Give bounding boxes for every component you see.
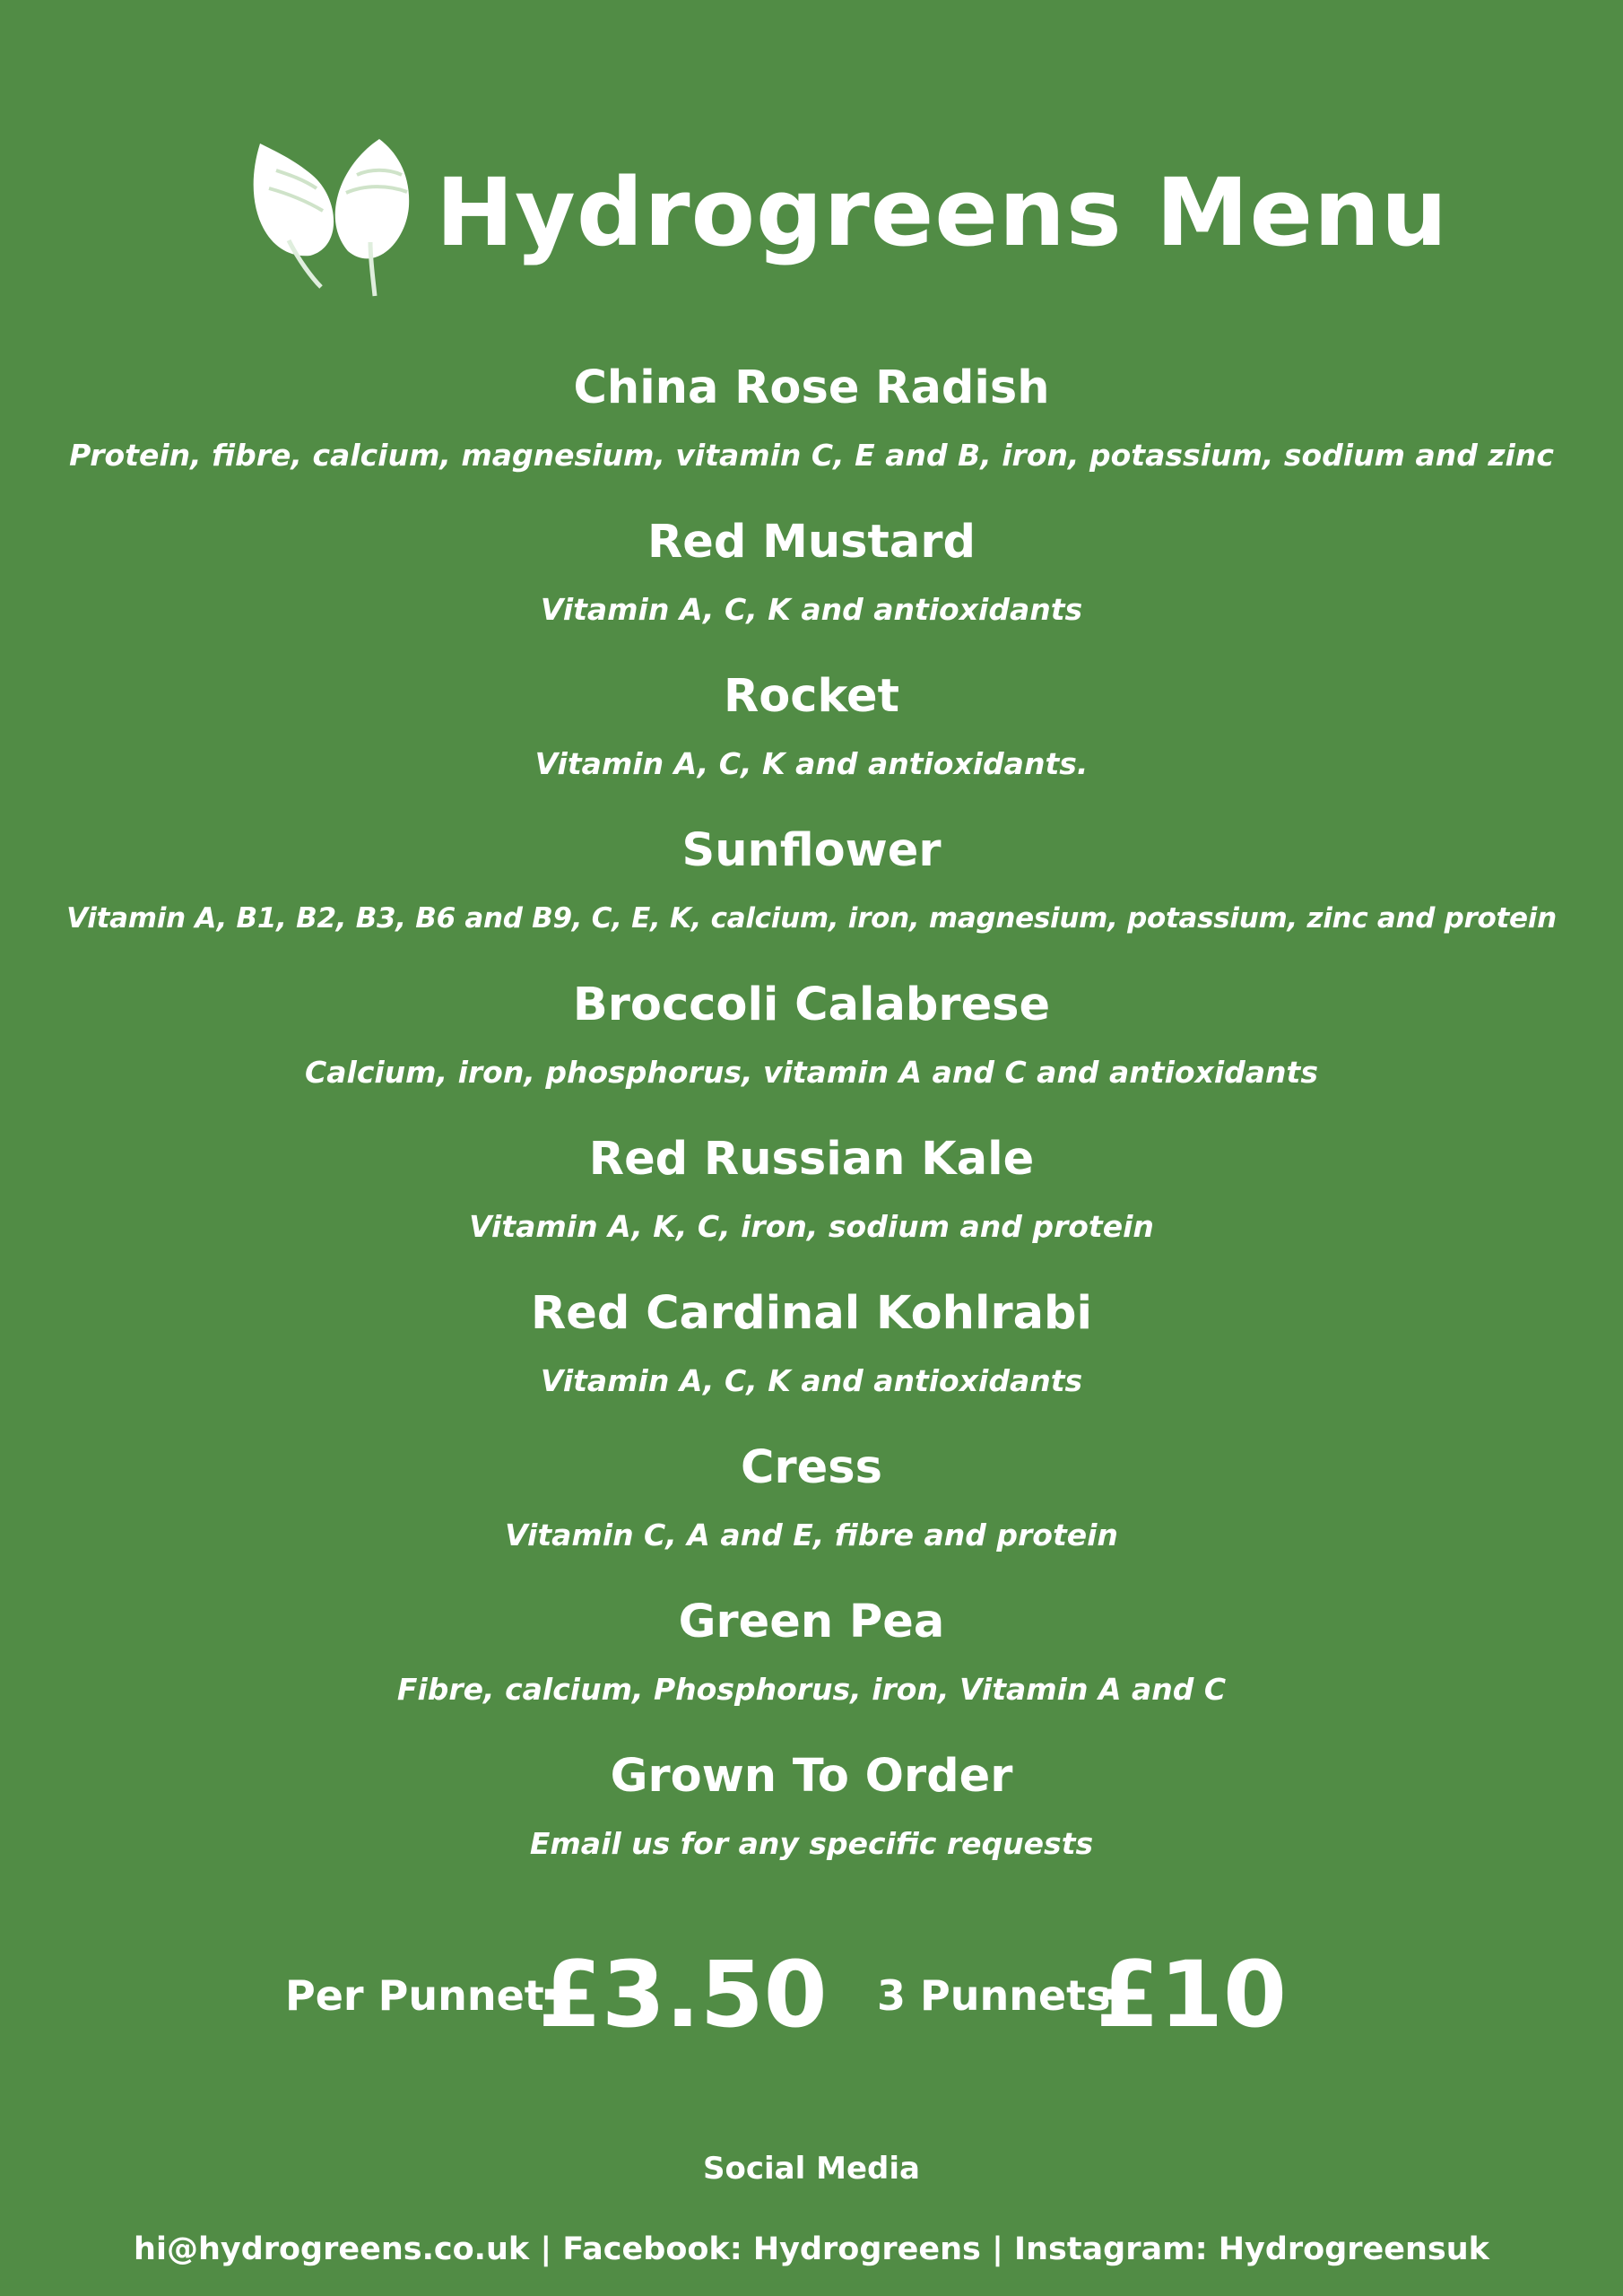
menu-item-name: Grown To Order <box>610 1750 1013 1803</box>
menu-item-description: Vitamin A, C, K and antioxidants. <box>534 746 1089 781</box>
menu-item <box>0 1428 1623 1582</box>
menu-item-name: Red Mustard <box>647 516 976 569</box>
menu-item <box>0 1119 1623 1274</box>
menu-item-description: Vitamin C, A and E, fibre and protein <box>505 1518 1118 1552</box>
menu-item-description: Vitamin A, K, C, iron, sodium and protein <box>469 1209 1154 1244</box>
contact-line: hi@hydrogreens.co.uk | Facebook: Hydrogreens | Instagram: Hydrogreensuk <box>134 2231 1489 2267</box>
menu-item-name: Red Cardinal Kohlrabi <box>530 1287 1093 1340</box>
multi-price-value: £10 <box>1096 1942 1287 2048</box>
single-price-label: Per Punnet <box>285 1971 544 2020</box>
menu-item-description: Fibre, calcium, Phosphorus, iron, Vitamin A and C <box>396 1672 1227 1707</box>
menu-item-description: Vitamin A, C, K and antioxidants <box>540 1363 1083 1398</box>
single-price-value: £3.50 <box>538 1942 828 2048</box>
menu-item <box>0 1582 1623 1736</box>
menu-item <box>0 1736 1623 1891</box>
menu-item-name: Rocket <box>723 670 900 723</box>
menu-item-name: Broccoli Calabrese <box>572 978 1051 1031</box>
menu-list <box>0 348 1623 1891</box>
menu-item <box>0 965 1623 1119</box>
page-title: Hydrogreens Menu <box>436 158 1449 267</box>
menu-item-name: Green Pea <box>678 1596 945 1648</box>
menu-item-description: Calcium, iron, phosphorus, vitamin A and C and antioxidants <box>305 1055 1318 1090</box>
social-media-heading: Social Media <box>703 2151 920 2187</box>
menu-header <box>0 135 1623 305</box>
menu-item-name: Red Russian Kale <box>588 1133 1035 1186</box>
menu-item <box>0 657 1623 811</box>
menu-item-name: Sunflower <box>681 824 942 877</box>
menu-item-description: Vitamin A, B1, B2, B3, B6 and B9, C, E, K, calcium, iron, magnesium, potassium, zinc and protein <box>66 902 1557 935</box>
menu-item-name: Cress <box>741 1441 882 1494</box>
menu-item-name: China Rose Radish <box>573 361 1050 414</box>
menu-item <box>0 811 1623 965</box>
menu-item-description: Email us for any specific requests <box>529 1826 1094 1861</box>
menu-item <box>0 1274 1623 1428</box>
leaves-icon <box>249 135 420 300</box>
multi-price-label: 3 Punnets <box>877 1971 1111 2020</box>
menu-item <box>0 502 1623 657</box>
menu-item <box>0 348 1623 502</box>
menu-item-description: Protein, fibre, calcium, magnesium, vitamin C, E and B, iron, potassium, sodium and zinc <box>69 438 1554 473</box>
pricing-section <box>0 1937 1623 2054</box>
menu-item-description: Vitamin A, C, K and antioxidants <box>540 592 1083 627</box>
